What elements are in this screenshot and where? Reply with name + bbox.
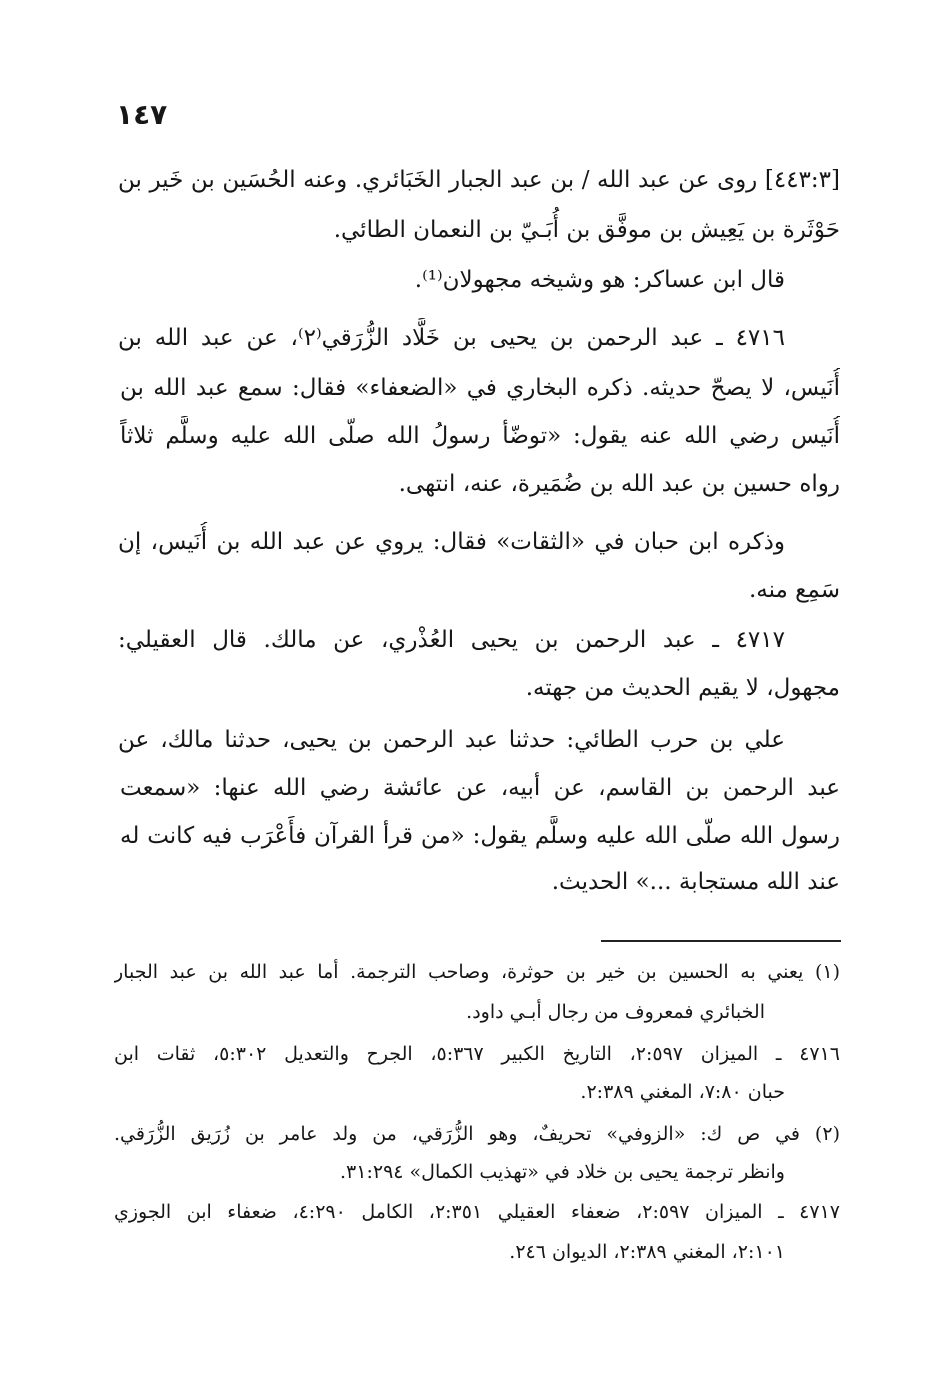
- footnote-1: (١) يعني به الحسين بن خير بن حوثرة، وصاحب الترجمة. أما عبد الله بن عبد الجبار: [114, 961, 840, 983]
- footnote-line: وانظر ترجمة يحيى بن خلاد في «تهذيب الكمال» ٣١:٢٩٤.: [340, 1161, 785, 1183]
- text-line: رواه حسين بن عبد الله بن ضُمَيرة، عنه، انتهى.: [398, 471, 840, 497]
- entry-4717-heading: ٤٧١٧ ـ عبد الرحمن بن يحيى العُذْري، عن مالك. قال العقيلي:: [118, 627, 785, 653]
- text-line: أُنَيس رضي الله عنه يقول: «توضّأ رسولُ الله صلّى الله عليه وسلَّم ثلاثاً: [120, 423, 840, 449]
- text-line: حَوْثَرة بن يَعِيش بن موفَّق بن أُبَـيّ بن النعمان الطائي.: [333, 217, 840, 243]
- footnote-line: الخبائري فمعروف من رجال أبـي داود.: [466, 1001, 765, 1023]
- footnote-line: ٢:١٠١، المغني ٢:٣٨٩، الديوان ٢٤٦.: [509, 1241, 785, 1263]
- footnote-separator: [601, 940, 841, 942]
- text-line: عند الله مستجابة ...» الحديث.: [551, 869, 840, 895]
- text-line: وذكره ابن حبان في «الثقات» فقال: يروي عن عبد الله بن أُنَيس، إن: [118, 529, 785, 555]
- text-line: سَمِع منه.: [748, 577, 840, 603]
- footnote-line: حبان ٧:٨٠، المغني ٢:٣٨٩.: [580, 1081, 785, 1103]
- page-number: ١٤٧: [116, 98, 168, 131]
- source-note-4716: ٤٧١٦ ـ الميزان ٢:٥٩٧، التاريخ الكبير ٥:٣٦٧، الجرح والتعديل ٥:٣٠٢، ثقات ابن: [114, 1043, 840, 1065]
- footnote-2: (٢) في ص ك: «الزوفي» تحريفٌ، وهو الزُّرَقي، من ولد عامر بن زُرَيق الزُّرَقي.: [114, 1123, 840, 1145]
- text-line: [٤٤٣:٣] روى عن عبد الله / بن عبد الجبار الخَبَائري. وعنه الحُسَين بن خَير بن: [118, 167, 840, 193]
- text-line: رسول الله صلّى الله عليه وسلَّم يقول: «من قرأ القرآن فأَعْرَب فيه كانت له: [120, 823, 840, 849]
- text-line: عبد الرحمن بن القاسم، عن أبيه، عن عائشة رضي الله عنها: «سمعت: [120, 775, 840, 801]
- text-line: علي بن حرب الطائي: حدثنا عبد الرحمن بن يحيى، حدثنا مالك، عن: [118, 727, 785, 753]
- entry-4716-heading: ٤٧١٦ ـ عبد الرحمن بن يحيى بن خَلَّاد الزُّرَقي⁽٢⁾، عن عبد الله بن: [118, 325, 785, 351]
- source-note-4717: ٤٧١٧ ـ الميزان ٢:٥٩٧، ضعفاء العقيلي ٢:٣٥١، الكامل ٤:٢٩٠، ضعفاء ابن الجوزي: [114, 1201, 840, 1223]
- text-line: مجهول، لا يقيم الحديث من جهته.: [525, 675, 840, 701]
- text-line: أُنَيس، لا يصحّ حديثه. ذكره البخاري في «الضعفاء» فقال: سمع عبد الله بن: [120, 375, 840, 401]
- text-line: قال ابن عساكر: هو وشيخه مجهولان⁽¹⁾.: [414, 267, 785, 293]
